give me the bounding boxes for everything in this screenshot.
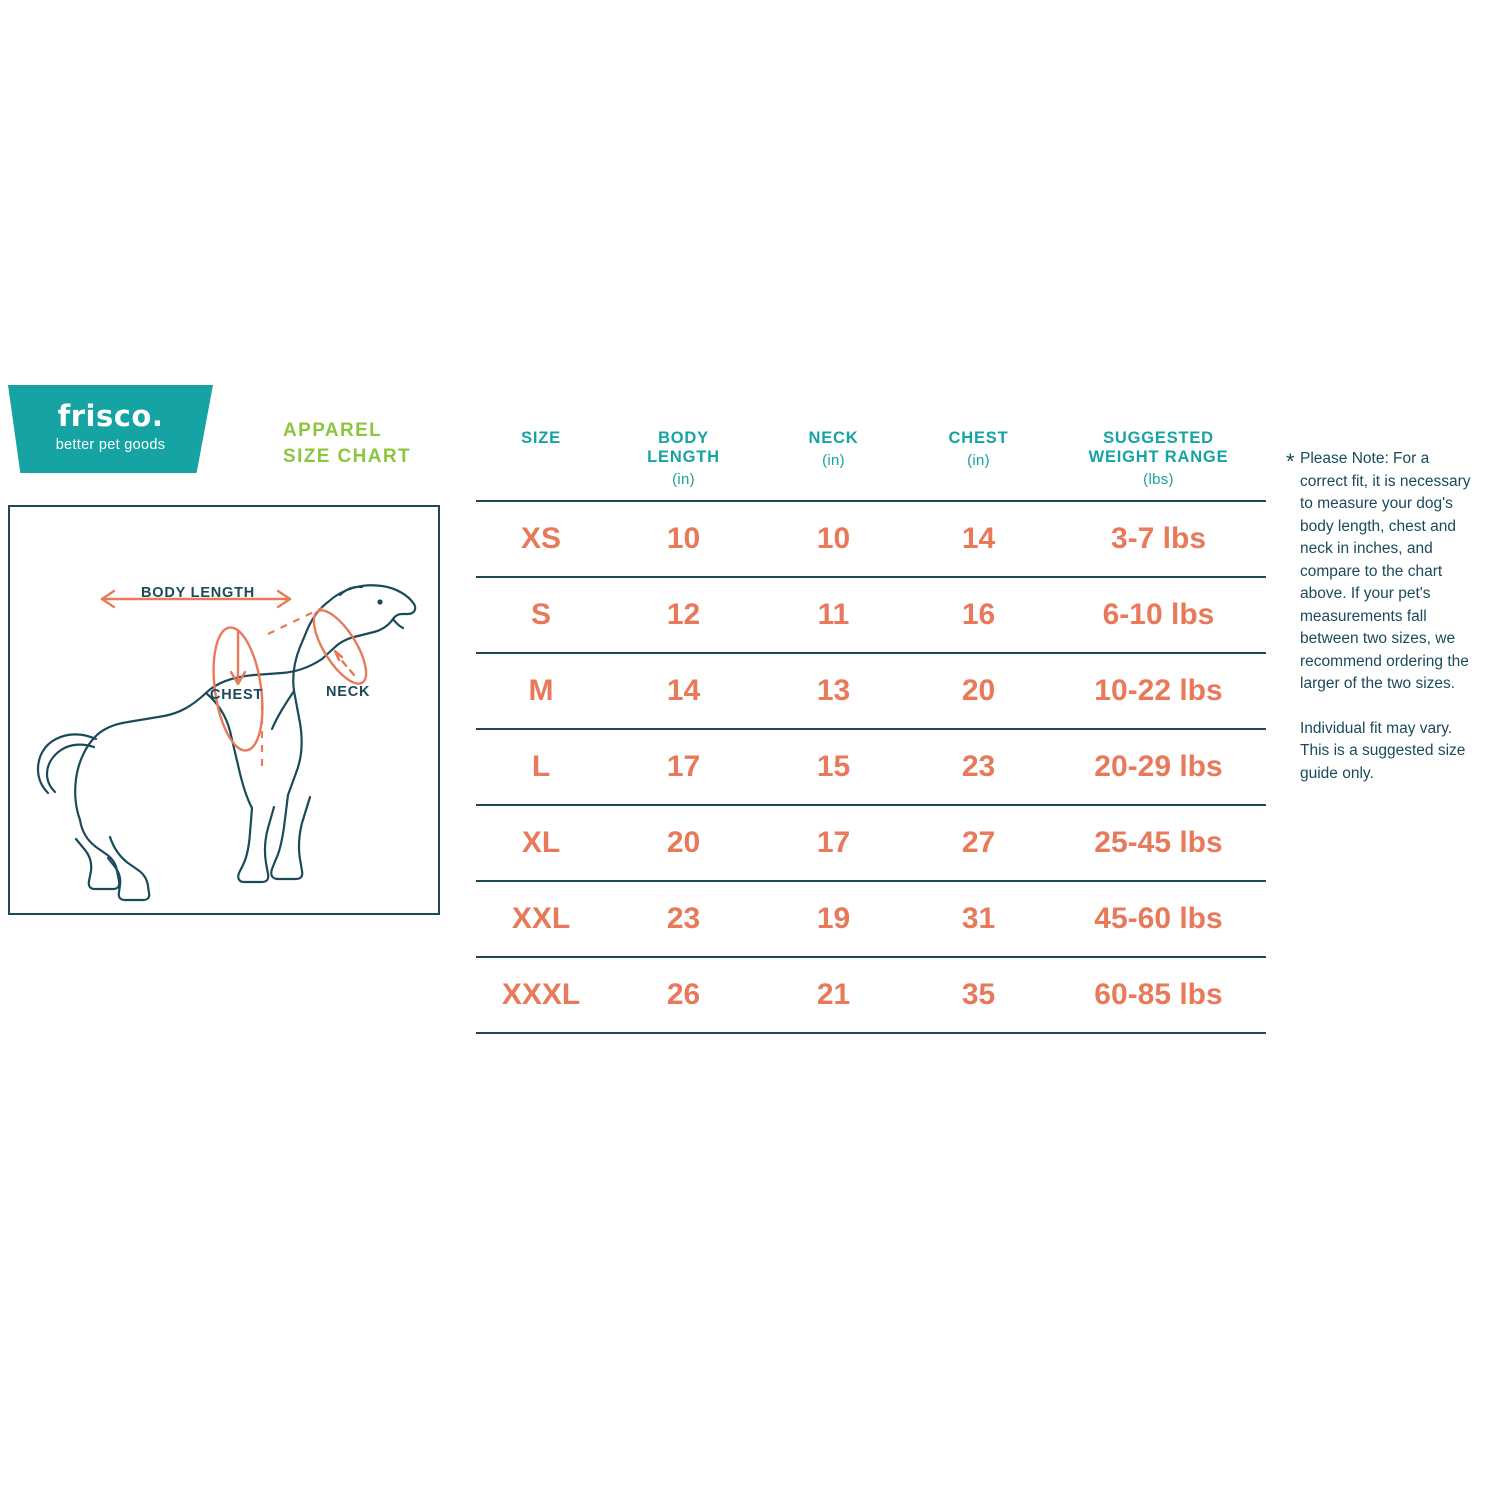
cell-body-length: 20 <box>666 826 701 859</box>
column-header-weight-line2: WEIGHT RANGE <box>1088 448 1229 466</box>
cell-body-length: 10 <box>666 522 701 555</box>
table-row <box>476 956 1266 1034</box>
cell-size: S <box>530 598 551 631</box>
page-title-line2: SIZE CHART <box>283 446 411 467</box>
page-title-line1: APPAREL <box>283 420 383 441</box>
cell-weight: 45-60 lbs <box>1094 902 1223 935</box>
cell-weight: 3-7 lbs <box>1110 522 1207 555</box>
cell-weight: 10-22 lbs <box>1094 674 1223 707</box>
table-row <box>476 880 1266 956</box>
column-header-size <box>476 429 606 448</box>
cell-chest: 16 <box>961 598 996 631</box>
cell-body-length: 23 <box>666 902 701 935</box>
column-header-neck-unit: (in) <box>822 452 845 469</box>
page-title <box>283 418 503 470</box>
column-header-neck-label: NECK <box>808 429 859 447</box>
cell-neck: 19 <box>816 902 851 935</box>
column-header-body-length <box>606 429 761 489</box>
cell-size: XS <box>520 522 562 555</box>
column-header-weight-unit: (lbs) <box>1143 471 1174 488</box>
cell-neck: 13 <box>816 674 851 707</box>
cell-size: XXL <box>511 902 571 935</box>
cell-size: XXXL <box>501 978 581 1011</box>
column-header-body-line1: BODY <box>658 429 709 447</box>
dog-measurement-illustration <box>10 507 434 909</box>
chest-label: CHEST <box>210 687 264 703</box>
frisco-logo-badge <box>8 385 213 473</box>
cell-weight: 25-45 lbs <box>1094 826 1223 859</box>
column-header-body-unit: (in) <box>672 471 695 488</box>
table-row <box>476 500 1266 576</box>
cell-neck: 11 <box>817 598 850 631</box>
table-row <box>476 804 1266 880</box>
cell-body-length: 26 <box>666 978 701 1011</box>
table-row <box>476 576 1266 652</box>
column-header-body-line2: LENGTH <box>647 448 720 466</box>
column-header-chest-label: CHEST <box>948 429 1009 447</box>
note-paragraph-2: Individual fit may vary. This is a suggested size guide only. <box>1300 719 1466 782</box>
column-header-weight-line1: SUGGESTED <box>1103 429 1214 447</box>
cell-size: M <box>528 674 554 707</box>
table-row <box>476 728 1266 804</box>
cell-chest: 23 <box>961 750 996 783</box>
cell-weight: 60-85 lbs <box>1094 978 1223 1011</box>
cell-size: XL <box>521 826 561 859</box>
cell-body-length: 12 <box>666 598 701 631</box>
table-header-row <box>476 415 1266 500</box>
cell-neck: 10 <box>816 522 851 555</box>
brand-name: frisco. <box>57 399 164 433</box>
note-panel <box>1286 448 1476 785</box>
cell-neck: 17 <box>816 826 851 859</box>
table-row <box>476 652 1266 728</box>
cell-chest: 35 <box>961 978 996 1011</box>
column-header-size-label: SIZE <box>521 429 561 447</box>
neck-label: NECK <box>326 684 371 700</box>
cell-size: L <box>531 750 551 783</box>
cell-body-length: 17 <box>666 750 701 783</box>
column-header-chest <box>906 429 1051 470</box>
column-header-weight <box>1051 429 1266 489</box>
note-paragraph-1: Please Note: For a correct fit, it is necessary to measure your dog's body length, chest and neck in inches, and compare to the chart above. If your pet's measurements fall between two sizes, we recommend ordering the larger of the two sizes. <box>1300 450 1471 692</box>
size-table <box>476 415 1266 1034</box>
body-length-label: BODY LENGTH <box>141 585 256 601</box>
cell-neck: 15 <box>816 750 851 783</box>
cell-weight: 20-29 lbs <box>1094 750 1223 783</box>
cell-body-length: 14 <box>666 674 701 707</box>
measurement-diagram <box>8 505 440 915</box>
column-header-chest-unit: (in) <box>967 452 990 469</box>
asterisk-icon: * <box>1286 449 1295 474</box>
cell-chest: 20 <box>961 674 996 707</box>
cell-chest: 27 <box>961 826 996 859</box>
column-header-neck <box>761 429 906 470</box>
cell-chest: 31 <box>961 902 996 935</box>
cell-weight: 6-10 lbs <box>1102 598 1215 631</box>
cell-chest: 14 <box>961 522 996 555</box>
cell-neck: 21 <box>816 978 851 1011</box>
brand-tagline: better pet goods <box>55 437 166 453</box>
